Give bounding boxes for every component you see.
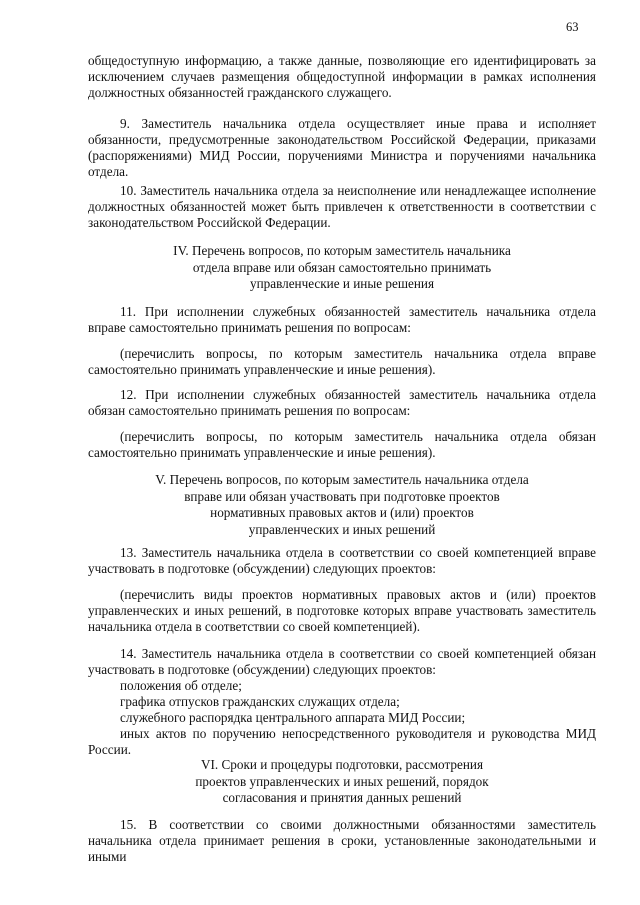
- heading-line: проектов управленческих и иных решений, порядок: [195, 773, 489, 789]
- paragraph-11-placeholder: (перечислить вопросы, по которым заместитель начальника отдела вправе самостоятельно принимать управленческие и иные решения).: [88, 346, 596, 377]
- list-item: иных актов по поручению непосредственного руководителя и руководства МИД России.: [88, 726, 596, 757]
- heading-line: отдела вправе или обязан самостоятельно принимать: [192, 259, 492, 275]
- paragraph-continuation: общедоступную информацию, а также данные, позволяющие его идентифицировать за исключением случаев размещения общедоступной информации в рамках исполнения должностных обязанностей гражданского служащего.: [88, 53, 596, 100]
- heading-line: IV. Перечень вопросов, по которым заместитель начальника: [173, 243, 511, 258]
- heading-line: управленческих и иных решений: [248, 521, 436, 537]
- paragraph-15: 15. В соответствии со своими должностными обязанностями заместитель начальника отдела принимает решения в сроки, установленные законодательными и иными: [88, 817, 596, 864]
- section-heading-4: [88, 243, 596, 293]
- heading-line: согласования и принятия данных решений: [222, 790, 462, 805]
- paragraph-10: 10. Заместитель начальника отдела за неисполнение или ненадлежащее исполнение должностных обязанностей может быть привлечен к ответственности в соответствии с законодательством Российской Федерации.: [88, 183, 596, 230]
- heading-line: нормативных правовых актов и (или) проектов: [210, 505, 474, 520]
- section-heading-6: [88, 757, 596, 807]
- list-item: положения об отделе;: [120, 678, 242, 693]
- paragraph-13-placeholder: (перечислить виды проектов нормативных правовых актов и (или) проектов управленческих и иных решений, в подготовке которых вправе участвовать заместитель начальника отдела в соответствии со своей компетенцией).: [88, 587, 596, 634]
- page-number: 63: [566, 20, 579, 34]
- paragraph-14: 14. Заместитель начальника отдела в соответствии со своей компетенцией обязан участвовать в подготовке (обсуждении) следующих проектов:: [88, 646, 596, 677]
- list-item: служебного распорядка центрального аппарата МИД России;: [120, 710, 466, 725]
- paragraph-9: 9. Заместитель начальника отдела осуществляет иные права и исполняет обязанности, предусмотренные законодательством Российской Федерации, приказами (распоряжениями) МИД России, поручениями Министра и поручениями начальника отдела.: [88, 116, 596, 179]
- heading-line: VI. Сроки и процедуры подготовки, рассмотрения: [200, 757, 484, 772]
- section-heading-5: [88, 472, 596, 538]
- paragraph-12: 12. При исполнении служебных обязанностей заместитель начальника отдела обязан самостоятельно принимать решения по вопросам:: [88, 387, 596, 418]
- heading-line: управленческие и иные решения: [249, 276, 435, 291]
- list-item: графика отпусков гражданских служащих отдела;: [120, 694, 400, 709]
- heading-line: V. Перечень вопросов, по которым заместитель начальника отдела: [155, 472, 529, 487]
- paragraph-11: 11. При исполнении служебных обязанностей заместитель начальника отдела вправе самостоятельно принимать решения по вопросам:: [88, 304, 596, 335]
- heading-line: вправе или обязан участвовать при подготовке проектов: [184, 488, 500, 504]
- paragraph-13: 13. Заместитель начальника отдела в соответствии со своей компетенцией вправе участвовать в подготовке (обсуждении) следующих проектов:: [88, 545, 596, 576]
- paragraph-12-placeholder: (перечислить вопросы, по которым заместитель начальника отдела обязан самостоятельно принимать управленческие и иные решения).: [88, 429, 596, 460]
